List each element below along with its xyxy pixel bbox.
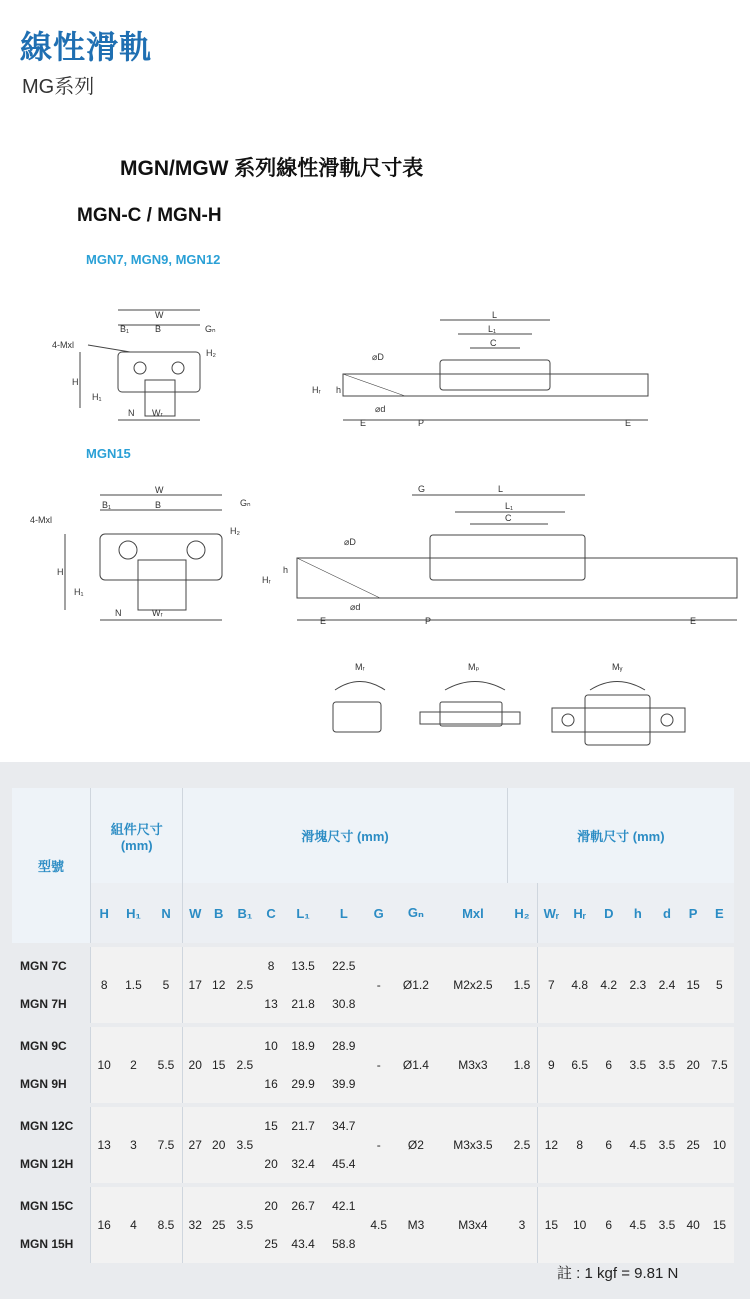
cell-HR: 4.8 (565, 945, 594, 1025)
col-model-header: 型號 (12, 788, 91, 945)
label-HR-15: Hᵣ (262, 575, 271, 585)
label-L1-small: L₁ (488, 324, 497, 334)
label-L-small: L (492, 310, 498, 320)
model-heading: MGN-C / MGN-H (77, 205, 222, 226)
group-assembly-header: 組件尺寸 (mm) (91, 788, 183, 883)
table-body (12, 945, 734, 1263)
model-cell: MGN 15H (20, 1237, 74, 1251)
cell-Gn: Ø2 (393, 1105, 438, 1185)
label-Gn: Gₙ (205, 324, 216, 334)
label-E-15-left: E (320, 616, 327, 626)
col-Gn: Gₙ (393, 883, 438, 945)
label-B1-15: B₁ (102, 500, 112, 510)
cell-G: - (364, 1025, 393, 1105)
col-W: W (183, 883, 207, 945)
cell-H: 8 (91, 945, 118, 1025)
cell-W: 27 (183, 1105, 207, 1185)
table-group-header-row (12, 788, 734, 883)
label-C-15: C (505, 513, 512, 523)
table-row (12, 1185, 734, 1225)
model-cell: MGN 15C (12, 1185, 91, 1225)
cell-H1: 3 (117, 1105, 149, 1185)
label-G-15: G (418, 484, 426, 494)
cell-L: 34.7 (323, 1105, 364, 1145)
cell-Gn: M3 (393, 1185, 438, 1263)
col-h: h (623, 883, 652, 945)
cell-L1: 21.7 (283, 1105, 324, 1145)
cell-P: 25 (682, 1105, 705, 1185)
cell-D: 4.2 (594, 945, 623, 1025)
label-d-small: ⌀d (375, 404, 386, 414)
col-L: L (323, 883, 364, 945)
cell-G: - (364, 1105, 393, 1185)
label-D-15: ⌀D (344, 537, 356, 547)
label-E-small-left: E (360, 418, 367, 428)
cell-L: 58.8 (323, 1225, 364, 1263)
cell-P: 40 (682, 1185, 705, 1263)
label-E-small-right: E (625, 418, 632, 428)
cell-C: 10 (259, 1025, 282, 1065)
col-E: E (705, 883, 734, 945)
cell-WR: 9 (537, 1025, 565, 1105)
label-Mxl-15: 4-Mxl (30, 515, 52, 525)
cell-Gn: Ø1.2 (393, 945, 438, 1025)
cell-B: 25 (207, 1185, 230, 1263)
cell-Mxl: M3x4 (439, 1185, 508, 1263)
cell-L1: 18.9 (283, 1025, 324, 1065)
cell-L1: 21.8 (283, 985, 324, 1025)
cell-N: 8.5 (150, 1185, 183, 1263)
col-d: d (652, 883, 681, 945)
label-H-15: H (57, 567, 64, 577)
model-cell: MGN 7C (12, 945, 91, 985)
cell-H: 13 (91, 1105, 118, 1185)
cell-L: 30.8 (323, 985, 364, 1025)
cell-L: 39.9 (323, 1065, 364, 1105)
cell-L1: 32.4 (283, 1145, 324, 1185)
cell-E: 10 (705, 1105, 734, 1185)
page-subtitle: MG系列 (22, 76, 95, 98)
cell-C: 15 (259, 1105, 282, 1145)
cell-E: 7.5 (705, 1025, 734, 1105)
label-L1-15: L₁ (505, 501, 514, 511)
side-view-mgn15 (262, 484, 737, 626)
cell-Mxl: M2x2.5 (439, 945, 508, 1025)
cell-B1: 2.5 (230, 1025, 259, 1105)
cell-L1: 13.5 (283, 945, 324, 985)
cell-N: 5 (150, 945, 183, 1025)
cell-L: 42.1 (323, 1185, 364, 1225)
cell-H: 16 (91, 1185, 118, 1263)
label-E-15-right: E (690, 616, 697, 626)
cell-B1: 3.5 (230, 1185, 259, 1263)
col-WR: Wᵣ (537, 883, 565, 945)
label-HR-small: Hᵣ (312, 385, 321, 395)
spec-table (12, 788, 734, 1263)
cell-W: 17 (183, 945, 207, 1025)
cell-h: 2.3 (623, 945, 652, 1025)
label-MP: Mₚ (468, 662, 480, 672)
model-cell: MGN 9H (20, 1077, 67, 1091)
label-W: W (155, 310, 164, 320)
section-title: MGN/MGW 系列線性滑軌尺寸表 (120, 157, 424, 180)
cell-WR: 7 (537, 945, 565, 1025)
label-L-15: L (498, 484, 504, 494)
col-C: C (259, 883, 282, 945)
cell-L: 28.9 (323, 1025, 364, 1065)
table-row (12, 1105, 734, 1145)
cell-D: 6 (594, 1185, 623, 1263)
cell-B1: 2.5 (230, 945, 259, 1025)
col-G: G (364, 883, 393, 945)
label-C-small: C (490, 338, 497, 348)
cell-L1: 29.9 (283, 1065, 324, 1105)
model-cell: MGN 9C (12, 1025, 91, 1065)
col-Mxl: Mxl (439, 883, 508, 945)
col-B1: B₁ (230, 883, 259, 945)
table-row (12, 945, 734, 985)
technical-drawings (0, 290, 750, 760)
label-d-15: ⌀d (350, 602, 361, 612)
label-h-15: h (283, 565, 289, 575)
label-h-small: h (336, 385, 342, 395)
side-view-small (312, 310, 648, 428)
col-P: P (682, 883, 705, 945)
model-cell: MGN 12H (20, 1157, 74, 1171)
group-block-header: 滑塊尺寸 (mm) (183, 788, 507, 883)
cell-W: 32 (183, 1185, 207, 1263)
cell-HR: 10 (565, 1185, 594, 1263)
moment-diagrams (333, 662, 685, 745)
cell-d: 2.4 (652, 945, 681, 1025)
cell-d: 3.5 (652, 1105, 681, 1185)
cell-H: 10 (91, 1025, 118, 1105)
label-B1: B₁ (120, 324, 130, 334)
cell-B: 15 (207, 1025, 230, 1105)
cell-P: 20 (682, 1025, 705, 1105)
cell-d: 3.5 (652, 1025, 681, 1105)
cell-h: 4.5 (623, 1185, 652, 1263)
cell-h: 4.5 (623, 1105, 652, 1185)
label-N-15: N (115, 608, 122, 618)
cell-h: 3.5 (623, 1025, 652, 1105)
page-title: 線性滑軌 (20, 29, 153, 65)
cell-L: 22.5 (323, 945, 364, 985)
cell-B1: 3.5 (230, 1105, 259, 1185)
col-D: D (594, 883, 623, 945)
cell-C: 8 (259, 945, 282, 985)
drawing-label-mgn15: MGN15 (86, 446, 131, 461)
cell-G: 4.5 (364, 1185, 393, 1263)
label-H2: H₂ (206, 348, 216, 358)
cell-E: 15 (705, 1185, 734, 1263)
label-Gn-15: Gₙ (240, 498, 251, 508)
cell-H2: 2.5 (507, 1105, 537, 1185)
cell-HR: 8 (565, 1105, 594, 1185)
label-WR: Wᵣ (152, 408, 163, 418)
col-B: B (207, 883, 230, 945)
cell-H1: 2 (117, 1025, 149, 1105)
cell-N: 7.5 (150, 1105, 183, 1185)
group-rail-header: 滑軌尺寸 (mm) (507, 788, 734, 883)
cell-G: - (364, 945, 393, 1025)
cell-B: 12 (207, 945, 230, 1025)
cell-L1: 43.4 (283, 1225, 324, 1263)
cross-section-small (52, 310, 216, 420)
cell-C: 20 (259, 1145, 282, 1185)
col-H2: H₂ (507, 883, 537, 945)
cell-WR: 15 (537, 1185, 565, 1263)
cell-Gn: Ø1.4 (393, 1025, 438, 1105)
label-P-15: P (425, 616, 432, 626)
cell-B: 20 (207, 1105, 230, 1185)
col-N: N (150, 883, 183, 945)
col-L1: L₁ (283, 883, 324, 945)
cell-HR: 6.5 (565, 1025, 594, 1105)
label-H1: H₁ (92, 392, 102, 402)
model-cell: MGN 7H (20, 997, 67, 1011)
col-HR: Hᵣ (565, 883, 594, 945)
label-H2-15: H₂ (230, 526, 240, 536)
label-MR: Mᵣ (355, 662, 365, 672)
label-B-15: B (155, 500, 162, 510)
cell-H2: 1.8 (507, 1025, 537, 1105)
cell-C: 13 (259, 985, 282, 1025)
label-MY: Mᵧ (612, 662, 623, 672)
cell-d: 3.5 (652, 1185, 681, 1263)
label-Mxl: 4-Mxl (52, 340, 74, 350)
cell-H1: 4 (117, 1185, 149, 1263)
cell-C: 25 (259, 1225, 282, 1263)
cell-Mxl: M3x3.5 (439, 1105, 508, 1185)
col-H: H (91, 883, 118, 945)
cell-Mxl: M3x3 (439, 1025, 508, 1105)
label-B: B (155, 324, 162, 334)
label-WR-15: Wᵣ (152, 608, 163, 618)
cell-C: 16 (259, 1065, 282, 1105)
cell-L1: 26.7 (283, 1185, 324, 1225)
cross-section-mgn15 (30, 485, 251, 620)
label-H1-15: H₁ (74, 587, 84, 597)
col-H1: H₁ (117, 883, 149, 945)
cell-H2: 3 (507, 1185, 537, 1263)
label-P-small: P (418, 418, 425, 428)
cell-L: 45.4 (323, 1145, 364, 1185)
cell-H1: 1.5 (117, 945, 149, 1025)
label-H: H (72, 377, 79, 387)
table-column-header-row (12, 883, 734, 945)
label-N: N (128, 408, 135, 418)
cell-D: 6 (594, 1105, 623, 1185)
cell-D: 6 (594, 1025, 623, 1105)
cell-H2: 1.5 (507, 945, 537, 1025)
drawing-label-small-models: MGN7, MGN9, MGN12 (86, 252, 221, 267)
footnote: 註 : 1 kgf = 9.81 N (557, 1265, 679, 1282)
cell-P: 15 (682, 945, 705, 1025)
cell-C: 20 (259, 1185, 282, 1225)
table-row (12, 1025, 734, 1065)
label-W-15: W (155, 485, 164, 495)
model-cell: MGN 12C (12, 1105, 91, 1145)
cell-WR: 12 (537, 1105, 565, 1185)
cell-W: 20 (183, 1025, 207, 1105)
label-D-small: ⌀D (372, 352, 384, 362)
cell-N: 5.5 (150, 1025, 183, 1105)
spec-table-panel (0, 762, 750, 1299)
cell-E: 5 (705, 945, 734, 1025)
